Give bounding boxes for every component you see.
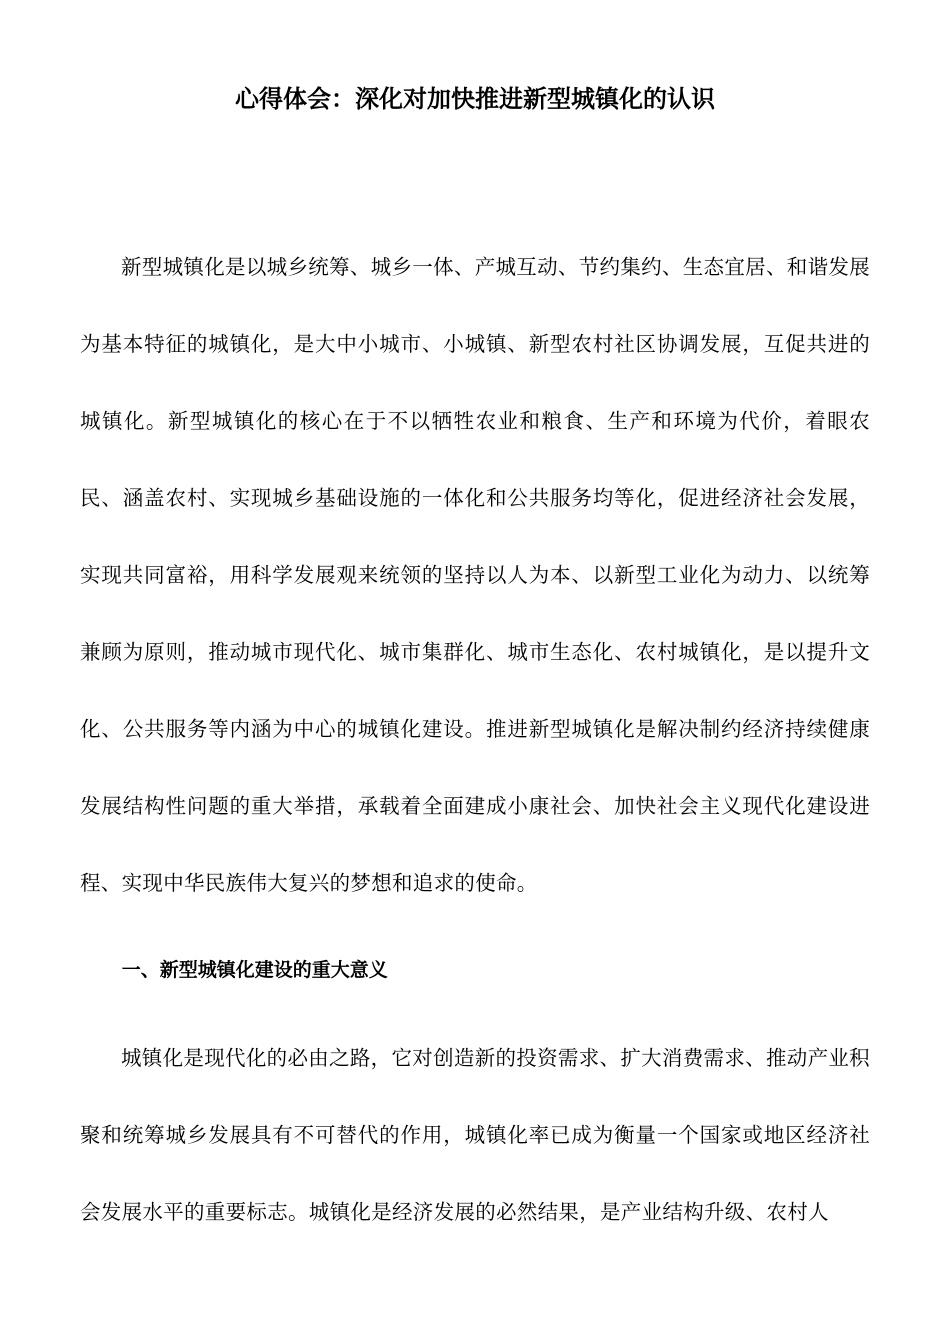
- paragraph-section-1: 城镇化是现代化的必由之路，它对创造新的投资需求、扩大消费需求、推动产业积聚和统筹城乡发展具有不可替代的作用，城镇化率已成为衡量一个国家或地区经济社会发展水平的重要标志。城镇化是经济发展的必然结果，是产业结构升级、农村人: [80, 1046, 870, 1224]
- paragraph-intro: 新型城镇化是以城乡统筹、城乡一体、产城互动、节约集约、生态宜居、和谐发展为基本特征的城镇化，是大中小城市、小城镇、新型农村社区协调发展，互促共进的城镇化。新型城镇化的核心在于不以牺牲农业和粮食、生产和环境为代价，着眼农民、涵盖农村、实现城乡基础设施的一体化和公共服务均等化，促进经济社会发展，实现共同富裕，用科学发展观来统领的坚持以人为本、以新型工业化为动力、以统筹兼顾为原则，推动城市现代化、城市集群化、城市生态化、农村城镇化，是以提升文化、公共服务等内涵为中心的城镇化建设。推进新型城镇化是解决制约经济持续健康发展结构性问题的重大举措，承载着全面建成小康社会、加快社会主义现代化建设进程、实现中华民族伟大复兴的梦想和追求的使命。: [80, 255, 870, 895]
- section-heading-1: 一、新型城镇化建设的重大意义: [121, 959, 388, 981]
- document-title: 心得体会：深化对加快推进新型城镇化的认识: [235, 85, 715, 113]
